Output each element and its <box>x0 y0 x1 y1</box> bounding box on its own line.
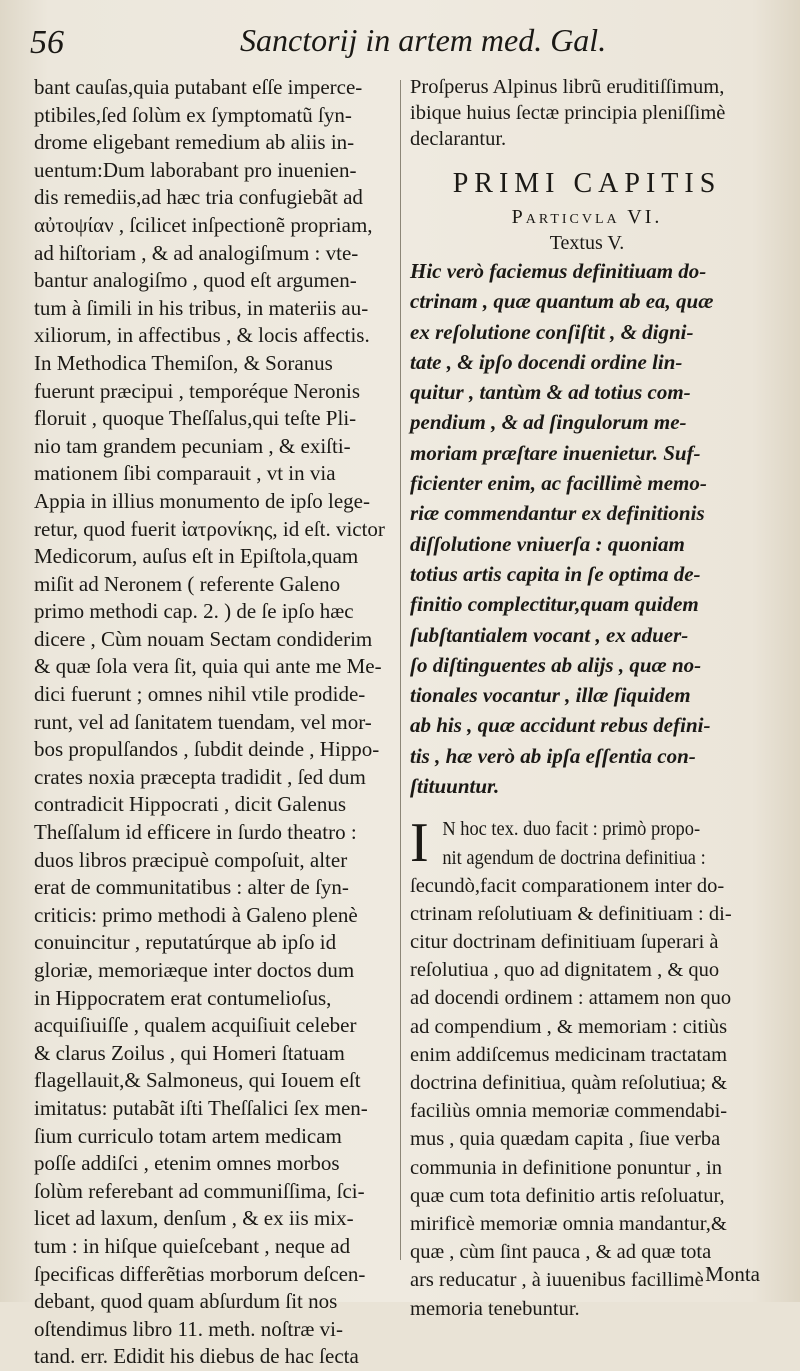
text-line: uentum:Dum laborabant pro inuenien- <box>34 157 357 182</box>
lemma-line: pendium , & ad ſingulorum me- <box>410 410 687 435</box>
commentary-line: faciliùs omnia memoriæ commendabi- <box>410 1100 728 1123</box>
text-line: miſit ad Neronem ( referente Galeno <box>34 571 341 596</box>
particula-heading: Particvla VI. <box>511 206 663 228</box>
text-line: nio tam grandem pecuniam , & exiſti- <box>34 433 351 458</box>
text-line: mationem ſibi comparauit , vt in via <box>34 461 336 486</box>
text-line: αὐτοψίαν , ſcilicet inſpectionẽ propriam, <box>34 212 373 237</box>
commentary-line: ars reducatur , à iuuenibus facillimè <box>410 1269 704 1292</box>
commentary-line: doctrina definitiua, quàm reſolutiua; & <box>410 1072 728 1095</box>
commentary-line: communia in definitione ponuntur , in <box>410 1156 723 1179</box>
text-line: acquiſiuiſſe , qualem acquiſiuit celeber <box>34 1013 357 1038</box>
lemma-line: riæ commendantur ex definitionis <box>410 501 705 526</box>
lemma-line: tis , hæ verò ab ipſa eſſentia con- <box>410 743 696 768</box>
text-line: licet ad laxum, denſum , & ex iis mix- <box>34 1206 354 1231</box>
commentary-line: mirificè memoriæ omnia mandantur,& <box>410 1212 727 1235</box>
commentary-line: ctrinam reſolutiuam & definitiuam : di- <box>410 902 732 925</box>
text-line: & quæ ſola vera ſit, quia qui ante me Me- <box>34 654 382 679</box>
textus-label: Textus V. <box>549 232 625 254</box>
text-line: duos libros præcipuè compoſuit, alter <box>34 847 348 872</box>
text-line: In Methodica Themiſon, & Soranus <box>34 350 333 375</box>
commentary-line: quæ , cùm ſint pauca , & ad quæ tota <box>410 1241 712 1264</box>
commentary-line: enim addiſcemus medicinam tractatam <box>410 1043 728 1066</box>
commentary-line: ad compendium , & memoriam : citiùs <box>410 1015 728 1038</box>
text-line: Appia in illius monumento de ipſo lege- <box>34 488 370 513</box>
text-line: ſium curriculo totam artem medicam <box>34 1123 342 1148</box>
text-line: runt, vel ad ſanitatem tuendam, vel mor- <box>34 709 372 734</box>
text-line: primo methodi cap. 2. ) de ſe ipſo hæc <box>34 599 354 624</box>
intro-paragraph <box>410 74 764 152</box>
lemma-line: totius artis capita in ſe optima de- <box>410 561 701 586</box>
text-line: oſtendimus libro 11. meth. noſtræ vi- <box>34 1316 343 1341</box>
drop-cap: I <box>410 812 429 875</box>
page-number: 56 <box>30 24 64 61</box>
text-line: Medicorum, auſus eſt in Epiſtola,quam <box>34 544 359 569</box>
text-line: tum : in hiſque quieſcebant , neque ad <box>34 1233 351 1258</box>
lemma-line: tionales vocantur , illæ ſiquidem <box>410 683 691 708</box>
text-line: in Hippocratem erat contumelioſus, <box>34 985 332 1010</box>
text-line: debant, quod quam abſurdum ſit nos <box>34 1289 338 1314</box>
right-column <box>410 74 764 1323</box>
text-line: bant cauſas,quia putabant eſſe imperce- <box>34 75 363 99</box>
lemma-line: ctrinam , quæ quantum ab ea, quæ <box>410 289 714 314</box>
text-line: floruit , quoque Theſſalus,qui teſte Pli- <box>34 406 357 431</box>
commentary-line: memoria tenebuntur. <box>410 1297 580 1320</box>
text-line: crates noxia præcepta tradidit , ſed dum <box>34 764 366 789</box>
text-line: fuerunt præcipui , temporéque Neronis <box>34 378 360 403</box>
text-line: & clarus Zoilus , qui Homeri ſtatuam <box>34 1040 345 1065</box>
lemma-line: ſtituuntur. <box>410 774 500 799</box>
lemma-line: finitio complectitur,quam quidem <box>410 592 699 617</box>
commentary-line: reſolutiua , quo ad dignitatem , & quo <box>410 959 720 982</box>
lemma-line: Hic verò faciemus definitiuam do- <box>410 259 707 283</box>
chapter-heading: PRIMI CAPITIS <box>452 168 722 199</box>
column-divider <box>400 80 401 1260</box>
text-line: criticis: primo methodi à Galeno plenè <box>34 902 358 927</box>
text-line: ſolùm referebant ad communiſſima, ſci- <box>34 1178 365 1203</box>
text-line: ad hiſtoriam , & ad analogiſmum : vte- <box>34 240 359 265</box>
lemma-line: diſſolutione vniuerſa : quoniam <box>410 531 685 556</box>
text-line: ſpecificas differẽtias morborum deſcen- <box>34 1261 366 1286</box>
lemma-line: ex reſolutione conſiſtit , & digni- <box>410 319 694 344</box>
text-line: dis remediis,ad hæc tria confugiebãt ad <box>34 185 363 210</box>
text-line: bantur analogiſmo , quod eſt argumen- <box>34 268 357 293</box>
text-line: flagellauit,& Salmoneus, qui Iouem eſt <box>34 1068 361 1093</box>
lemma-line: ficienter enim, ac facillimè memo- <box>410 471 707 496</box>
text-line: gloriæ, memoriæque inter doctos dum <box>34 958 355 982</box>
text-line: imitatus: putabãt iſti Theſſalici ſex men- <box>34 1095 368 1120</box>
text-line: drome eligebant remedium ab aliis in- <box>34 130 355 155</box>
lemma-line: ſo diſtinguentes ab alijs , quæ no- <box>410 652 702 677</box>
lemma-line: ſubſtantialem vocant , ex aduer- <box>410 622 689 647</box>
commentary-line: ſecundò,facit comparationem inter do- <box>410 874 725 897</box>
text-line: ptibiles,ſed ſolùm ex ſymptomatũ ſyn- <box>34 102 352 127</box>
text-line: Theſſalum id efficere in ſurdo theatro : <box>34 820 357 845</box>
lemma-text <box>410 256 764 801</box>
commentary-line: N hoc tex. duo facit : primò propo- <box>442 818 701 841</box>
intro-line: Proſperus Alpinus librũ eruditiſſimum, <box>410 76 725 98</box>
text-line: poſſe addiſci , etenim omnes morbos <box>34 1151 340 1176</box>
commentary-line: ad docendi ordinem : attamem non quo <box>410 987 732 1010</box>
intro-line: ibique huius ſectæ principia pleniſſimè <box>410 102 726 124</box>
text-line: erat de communitatibus : alter de ſyn- <box>34 875 349 900</box>
commentary-line: citur doctrinam definitiuam ſuperari à <box>410 931 719 954</box>
lemma-line: moriam præſtare inuenietur. Suf- <box>410 440 701 465</box>
left-column <box>34 74 392 1371</box>
text-line: retur, quod fuerit ἰατρονίκης, id eſt. victor <box>34 516 385 541</box>
text-line: tum à ſimili in his tribus, in materiis au- <box>34 295 369 320</box>
commentary-line: nit agendum de doctrina definitiua : <box>442 846 706 869</box>
commentary-line: mus , quia quædam capita , ſiue verba <box>410 1128 721 1151</box>
running-head: Sanctorij in artem med. Gal. <box>240 22 607 58</box>
text-line: bos propulſandos , ſubdit deinde , Hippo- <box>34 737 380 762</box>
catchword: Monta <box>705 1262 760 1286</box>
lemma-line: tate , & ipſo docendi ordine lin- <box>410 349 683 374</box>
text-line: xiliorum, in affectibus , & locis affectis. <box>34 323 370 348</box>
commentary <box>410 812 764 1322</box>
lemma-line: quitur , tantùm & ad totius com- <box>410 380 691 405</box>
intro-line: declarantur. <box>410 128 507 150</box>
text-line: contradicit Hippocrati , dicit Galenus <box>34 792 346 817</box>
text-line: tand. err. Edidit his diebus de hac ſecta <box>34 1344 359 1369</box>
commentary-line: quæ cum tota definitio artis reſoluatur, <box>410 1184 725 1207</box>
lemma-line: ab his , quæ accidunt rebus defini- <box>410 713 711 738</box>
text-line: dici fuerunt ; omnes nihil vtile prodide- <box>34 682 366 707</box>
text-line: conuincitur , reputatúrque ab ipſo id <box>34 930 337 955</box>
text-line: dicere , Cùm nouam Sectam condiderim <box>34 626 373 651</box>
